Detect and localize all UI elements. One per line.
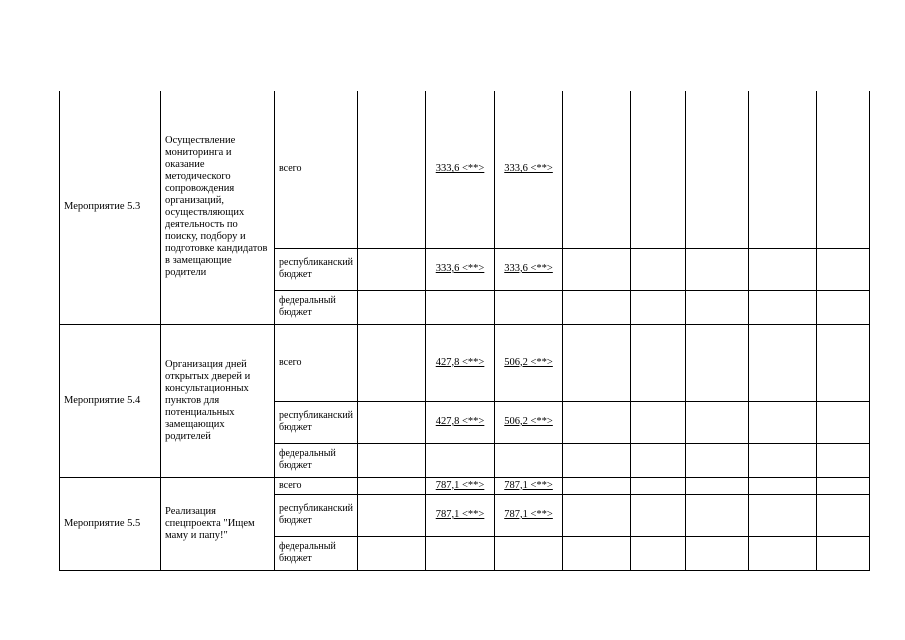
value-cell[interactable] — [426, 401, 495, 443]
empty-cell — [358, 494, 426, 536]
value-cell — [495, 290, 563, 324]
empty-cell — [563, 494, 631, 536]
value-cell[interactable] — [426, 91, 495, 248]
value-cell[interactable] — [426, 324, 495, 401]
empty-cell — [563, 443, 631, 477]
value-cell[interactable] — [495, 401, 563, 443]
value-link[interactable]: 333,6 <**> — [435, 163, 485, 175]
value-link[interactable]: 506,2 <**> — [504, 356, 553, 368]
empty-cell — [563, 248, 631, 290]
value-link[interactable]: 787,1 <**> — [435, 509, 485, 520]
empty-cell — [686, 248, 749, 290]
empty-cell — [631, 91, 686, 248]
empty-cell — [749, 324, 817, 401]
source-cell: федеральный бюджет — [275, 443, 358, 477]
empty-cell — [631, 536, 686, 570]
event-cell: Мероприятие 5.5 — [60, 477, 161, 570]
empty-cell — [358, 248, 426, 290]
empty-cell — [631, 443, 686, 477]
description-cell: Осуществление мониторинга и оказание методического сопровождения организаций, осуществляющих деятельность по поиску, подбору и подготовке кандидатов в замещающие родители — [161, 91, 275, 324]
empty-cell — [817, 91, 870, 248]
empty-cell — [686, 91, 749, 248]
value-cell — [426, 290, 495, 324]
empty-cell — [749, 477, 817, 494]
empty-cell — [817, 324, 870, 401]
table-row — [60, 91, 870, 248]
source-cell: федеральный бюджет — [275, 290, 358, 324]
value-cell[interactable] — [495, 477, 563, 494]
empty-cell — [817, 477, 870, 494]
source-cell: федеральный бюджет — [275, 536, 358, 570]
value-link[interactable]: 506,2 <**> — [504, 416, 553, 427]
value-cell[interactable] — [495, 91, 563, 248]
event-cell: Мероприятие 5.4 — [60, 324, 161, 477]
event-cell: Мероприятие 5.3 — [60, 91, 161, 324]
empty-cell — [631, 494, 686, 536]
empty-cell — [749, 536, 817, 570]
empty-cell — [817, 401, 870, 443]
empty-cell — [563, 401, 631, 443]
empty-cell — [563, 477, 631, 494]
source-cell: республиканский бюджет — [275, 494, 358, 536]
empty-cell — [686, 401, 749, 443]
value-cell — [426, 443, 495, 477]
empty-cell — [686, 494, 749, 536]
empty-cell — [749, 248, 817, 290]
empty-cell — [631, 290, 686, 324]
empty-cell — [358, 290, 426, 324]
empty-cell — [563, 324, 631, 401]
description-cell: Организация дней открытых дверей и консультационных пунктов для потенциальных замещающих родителей — [161, 324, 275, 477]
value-link[interactable]: 333,6 <**> — [504, 163, 553, 175]
value-cell[interactable] — [495, 248, 563, 290]
empty-cell — [817, 536, 870, 570]
empty-cell — [686, 324, 749, 401]
value-link[interactable]: 787,1 <**> — [504, 479, 553, 491]
source-cell: республиканский бюджет — [275, 401, 358, 443]
value-link[interactable]: 787,1 <**> — [504, 509, 553, 520]
empty-cell — [631, 324, 686, 401]
value-cell[interactable] — [426, 494, 495, 536]
empty-cell — [563, 91, 631, 248]
value-link[interactable]: 333,6 <**> — [504, 263, 553, 274]
source-cell: республиканский бюджет — [275, 248, 358, 290]
empty-cell — [563, 290, 631, 324]
value-link[interactable]: 333,6 <**> — [435, 263, 485, 274]
budget-table — [59, 91, 870, 571]
empty-cell — [749, 91, 817, 248]
empty-cell — [817, 248, 870, 290]
value-link[interactable]: 427,8 <**> — [435, 356, 485, 368]
value-cell[interactable] — [495, 494, 563, 536]
empty-cell — [686, 443, 749, 477]
empty-cell — [749, 290, 817, 324]
empty-cell — [749, 443, 817, 477]
empty-cell — [749, 494, 817, 536]
table-row — [60, 324, 870, 401]
empty-cell — [358, 91, 426, 248]
empty-cell — [749, 401, 817, 443]
table-row — [60, 477, 870, 494]
empty-cell — [358, 536, 426, 570]
value-cell[interactable] — [426, 477, 495, 494]
empty-cell — [358, 324, 426, 401]
empty-cell — [631, 248, 686, 290]
value-cell[interactable] — [495, 324, 563, 401]
value-cell[interactable] — [426, 248, 495, 290]
source-cell: всего — [275, 477, 358, 494]
empty-cell — [631, 401, 686, 443]
value-link[interactable]: 787,1 <**> — [435, 479, 485, 491]
empty-cell — [358, 477, 426, 494]
empty-cell — [686, 290, 749, 324]
description-cell: Реализация спецпроекта "Ищем маму и папу!" — [161, 477, 275, 570]
empty-cell — [817, 494, 870, 536]
empty-cell — [358, 401, 426, 443]
source-cell: всего — [275, 91, 358, 248]
empty-cell — [563, 536, 631, 570]
empty-cell — [631, 477, 686, 494]
empty-cell — [817, 290, 870, 324]
value-cell — [495, 536, 563, 570]
value-link[interactable]: 427,8 <**> — [435, 416, 485, 427]
empty-cell — [686, 536, 749, 570]
value-cell — [426, 536, 495, 570]
empty-cell — [686, 477, 749, 494]
empty-cell — [817, 443, 870, 477]
source-cell: всего — [275, 324, 358, 401]
empty-cell — [358, 443, 426, 477]
value-cell — [495, 443, 563, 477]
